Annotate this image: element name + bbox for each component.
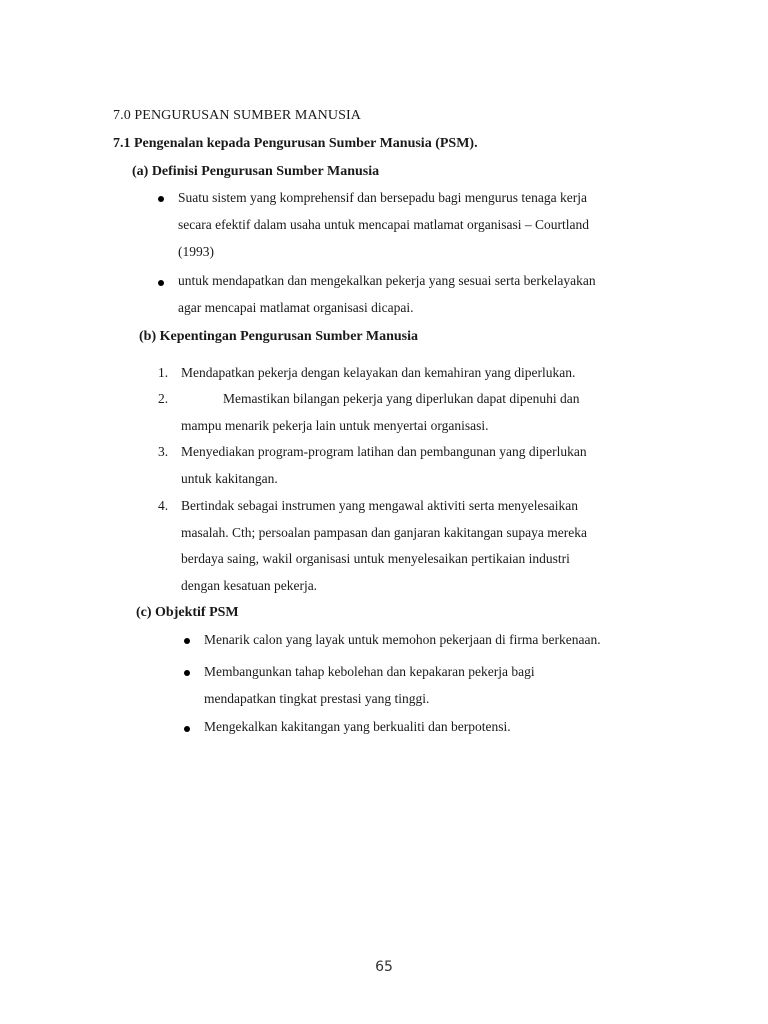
section-a-label: (a) Definisi Pengurusan Sumber Manusia <box>132 164 380 179</box>
importance-1-line-1: Mendapatkan pekerja dengan kelayakan dan kemahiran yang diperlukan. <box>181 365 576 380</box>
section-heading: 7.1 Pengenalan kepada Pengurusan Sumber Manusia (PSM). <box>113 136 478 151</box>
importance-3-line-2: untuk kakitangan. <box>181 471 278 486</box>
page-number: 65 <box>375 959 393 975</box>
definition-2-line-1: untuk mendapatkan dan mengekalkan pekerja yang sesuai serta berkelayakan <box>178 273 596 288</box>
bullet-icon <box>158 196 164 202</box>
objective-3-line-1: Mengekalkan kakitangan yang berkualiti dan berpotensi. <box>204 719 511 734</box>
importance-3-line-1: Menyediakan program-program latihan dan pembangunan yang diperlukan <box>181 444 587 459</box>
objective-2-line-2: mendapatkan tingkat prestasi yang tinggi. <box>204 691 430 706</box>
section-b-label: (b) Kepentingan Pengurusan Sumber Manusia <box>139 329 419 344</box>
list-number: 1. <box>158 365 169 380</box>
definition-1-line-3: (1993) <box>178 244 214 259</box>
bullet-icon <box>184 670 190 676</box>
definition-1-line-2: secara efektif dalam usaha untuk mencapai matlamat organisasi – Courtland <box>178 217 589 232</box>
bullet-icon <box>184 638 190 644</box>
objective-2-line-1: Membangunkan tahap kebolehan dan kepakaran pekerja bagi <box>204 664 535 679</box>
importance-2-line-1: Memastikan bilangan pekerja yang diperlukan dapat dipenuhi dan <box>223 391 580 406</box>
importance-4-line-3: berdaya saing, wakil organisasi untuk menyelesaikan pertikaian industri <box>181 551 570 566</box>
list-number: 2. <box>158 391 169 406</box>
importance-4-line-2: masalah. Cth; persoalan pampasan dan ganjaran kakitangan supaya mereka <box>181 525 587 540</box>
list-number: 3. <box>158 444 169 459</box>
list-number: 4. <box>158 498 169 513</box>
importance-2-line-2: mampu menarik pekerja lain untuk menyertai organisasi. <box>181 418 489 433</box>
definition-2-line-2: agar mencapai matlamat organisasi dicapai. <box>178 300 414 315</box>
section-c-label: (c) Objektif PSM <box>136 605 239 620</box>
bullet-icon <box>184 726 190 732</box>
definition-1-line-1: Suatu sistem yang komprehensif dan bersepadu bagi mengurus tenaga kerja <box>178 190 588 205</box>
chapter-heading: 7.0 PENGURUSAN SUMBER MANUSIA <box>113 108 361 123</box>
objective-1-line-1: Menarik calon yang layak untuk memohon pekerjaan di firma berkenaan. <box>204 632 601 647</box>
importance-4-line-1: Bertindak sebagai instrumen yang mengawal aktiviti serta menyelesaikan <box>181 498 578 513</box>
bullet-icon <box>158 280 164 286</box>
importance-4-line-4: dengan kesatuan pekerja. <box>181 578 318 593</box>
